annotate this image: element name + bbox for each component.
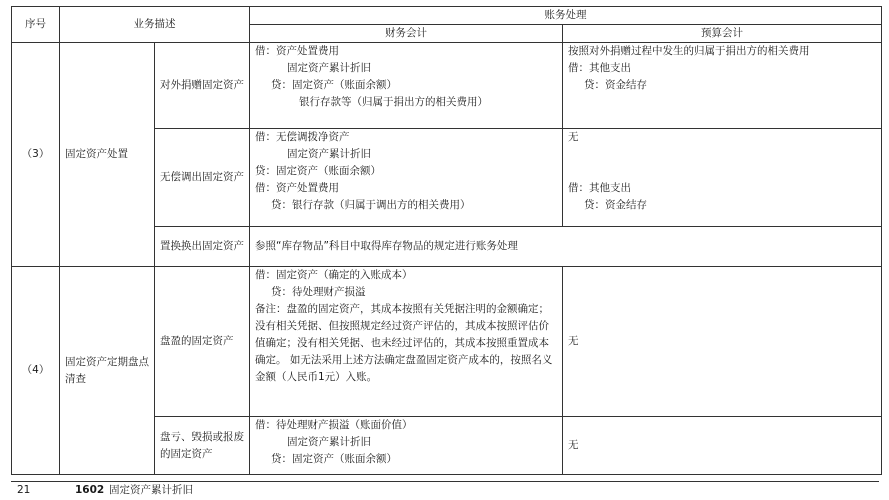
entry-line: 借：其他支出 <box>568 182 631 194</box>
entry-line: 固定资产累计折旧 <box>287 62 371 74</box>
budget-cell <box>563 129 882 227</box>
entry-line: 贷：固定资产（账面余额） <box>271 79 397 91</box>
entry-line: 银行存款等（归属于捐出方的相关费用） <box>299 96 488 108</box>
accounting-table <box>11 6 882 475</box>
financial-cell <box>250 417 563 475</box>
sub-item-label: 盘亏、毁损或报废的固定资产 <box>155 417 250 475</box>
entry-line: 贷：银行存款（归属于调出方的相关费用） <box>271 199 471 211</box>
budget-cell: 无 <box>563 267 882 417</box>
footer-row <box>11 481 879 499</box>
entry-line: 借：无偿调拨净资产 <box>255 131 350 143</box>
header-row-1 <box>12 7 882 25</box>
sub-item-label: 盘盈的固定资产 <box>155 267 250 417</box>
footer-account-name: 固定资产累计折旧 <box>109 484 193 496</box>
group-title: 固定资产定期盘点清查 <box>60 267 155 475</box>
spacer <box>568 146 876 163</box>
entry-line: 固定资产累计折旧 <box>287 436 371 448</box>
group-seq: （3） <box>12 43 60 267</box>
header-description: 业务描述 <box>60 7 250 43</box>
entry-line: 贷：待处理财产损溢 <box>271 286 366 298</box>
table-row <box>12 267 882 417</box>
financial-cell <box>250 267 563 417</box>
group-seq: （4） <box>12 267 60 475</box>
sub-item-label: 无偿调出固定资产 <box>155 129 250 227</box>
budget-cell <box>563 43 882 129</box>
entry-line: 贷：固定资产（账面余额） <box>271 453 397 465</box>
entry-line: 借：固定资产（确定的入账成本） <box>255 269 413 281</box>
header-financial: 财务会计 <box>250 25 563 43</box>
financial-cell <box>250 129 563 227</box>
entry-line: 借：资产处置费用 <box>255 182 339 194</box>
footer-number: 21 <box>17 484 31 496</box>
entry-line: 贷：资金结存 <box>584 199 647 211</box>
remark-text: 备注：盘盈的固定资产，其成本按照有关凭据注明的金额确定；没有相关凭据、但按照规定经过资产评估的，其成本按照评估价值确定；没有相关凭据、也未经过评估的，其成本按照重置成本确定。 如无法采用上述方法确定盘盈固定资产成本的，按照名义金额（人民币1元）入账。 <box>255 303 553 383</box>
entry-line: 借：待处理财产损溢（账面价值） <box>255 419 413 431</box>
header-budget: 预算会计 <box>563 25 882 43</box>
entry-line: 贷：资金结存 <box>584 79 647 91</box>
merged-processing-cell: 参照“库存物品”科目中取得库存物品的规定进行账务处理 <box>250 227 882 267</box>
financial-cell <box>250 43 563 129</box>
budget-cell: 无 <box>563 417 882 475</box>
header-seq: 序号 <box>12 7 60 43</box>
sub-item-label: 置换换出固定资产 <box>155 227 250 267</box>
entry-line: 无 <box>568 131 579 143</box>
header-processing: 账务处理 <box>250 7 882 25</box>
entry-line: 借：其他支出 <box>568 62 631 74</box>
spacer <box>568 163 876 180</box>
entry-line: 按照对外捐赠过程中发生的归属于捐出方的相关费用 <box>568 45 810 57</box>
entry-line: 贷：固定资产（账面余额） <box>255 165 381 177</box>
table-row <box>12 43 882 129</box>
footer-account-code: 1602 <box>75 484 105 496</box>
entry-line: 借：资产处置费用 <box>255 45 339 57</box>
entry-line: 固定资产累计折旧 <box>287 148 371 160</box>
group-title: 固定资产处置 <box>60 43 155 267</box>
sub-item-label: 对外捐赠固定资产 <box>155 43 250 129</box>
